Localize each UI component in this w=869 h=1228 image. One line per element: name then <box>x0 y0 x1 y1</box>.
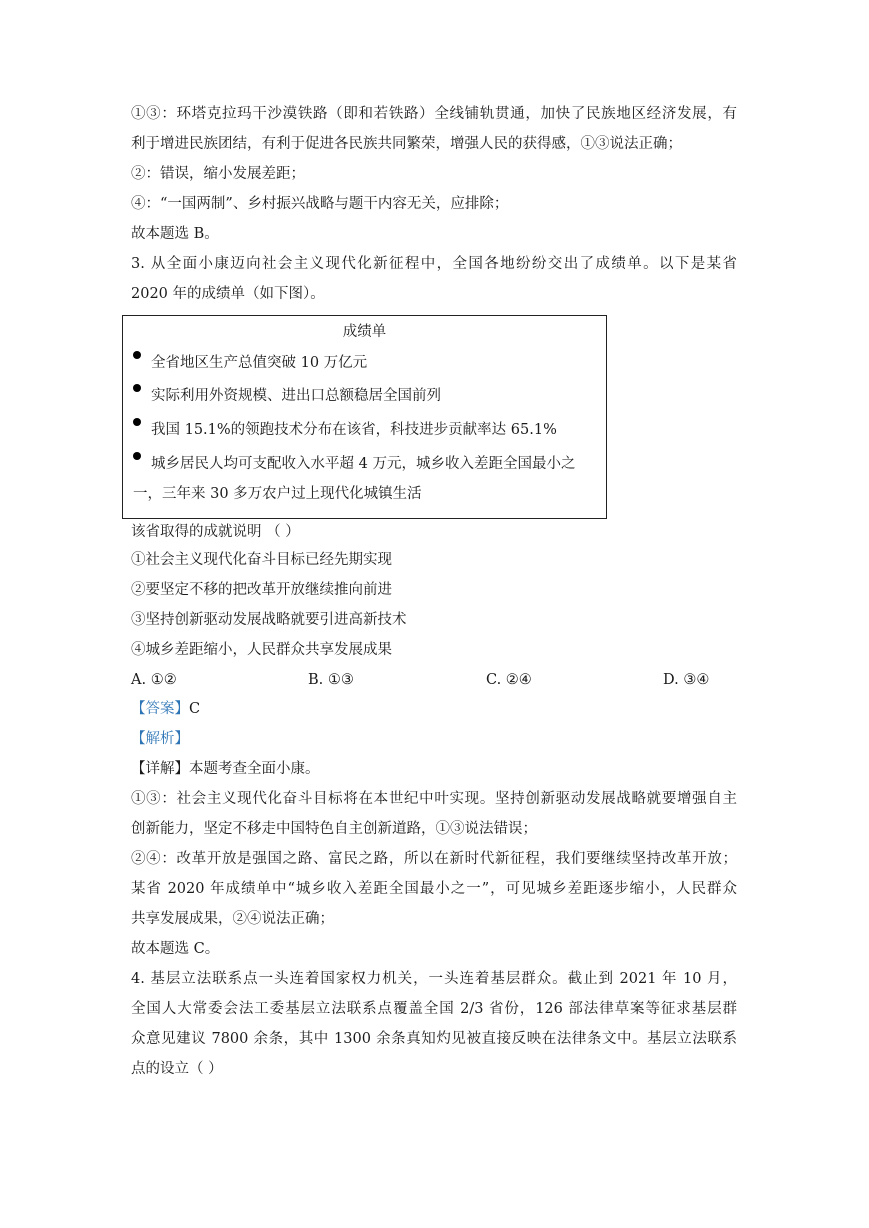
q3-explanation-line-5: 共享发展成果，②④说法正确； <box>131 911 334 927</box>
scorecard-title: 成绩单 <box>342 324 387 340</box>
option-b: B. ①③ <box>308 672 354 688</box>
q4-stem-line-3: 众意见建议 7800 余条，其中 1300 余条真知灼见被直接反映在法律条文中。基层立法联系 <box>131 1031 737 1047</box>
q2-explanation-line-1: ①③：环塔克拉玛干沙漠铁路（即和若铁路）全线铺轨贯通，加快了民族地区经济发展，有 <box>131 106 737 122</box>
option-d: D. ③④ <box>663 672 710 688</box>
q2-conclusion: 故本题选 B。 <box>131 226 219 242</box>
option-c: C. ②④ <box>486 672 532 688</box>
answer-value: C <box>189 701 201 717</box>
q3-item-2: ②要坚定不移的把改革开放继续推向前进 <box>131 582 392 598</box>
q2-explanation-line-4: ④：“一国两制”、乡村振兴战略与题干内容无关，应排除； <box>131 196 509 212</box>
bullet-icon <box>133 452 141 460</box>
q3-stem-line-2: 2020 年的成绩单（如下图）。 <box>131 286 325 302</box>
bullet-icon <box>133 418 141 426</box>
q3-item-4: ④城乡差距缩小，人民群众共享发展成果 <box>131 642 392 658</box>
detail-tag: 【详解】 <box>131 761 189 777</box>
q3-item-3: ③坚持创新驱动发展战略就要引进高新技术 <box>131 612 407 628</box>
scorecard-box: 成绩单 全省地区生产总值突破 10 万亿元 实际利用外资规模、进出口总额稳居全国前列 我国 15.1%的领跑技术分布在该省，科技进步贡献率达 65.1% 城乡居民人均可支配收入水平超 4 万元，城乡收入差距全国最小之 一，三年来 30 多万农户过上现代化城镇生活 <box>122 315 607 519</box>
q3-explanation-line-2: 创新能力，坚定不移走中国特色自主创新道路，①③说法错误； <box>131 821 537 837</box>
option-a: A. ①② <box>131 672 177 688</box>
detail-line <box>131 759 320 779</box>
answer-tag: 【答案】 <box>131 701 189 717</box>
q3-explanation-line-4: 某省 2020 年成绩单中“城乡收入差距全国最小之一”，可见城乡差距逐步缩小，人民群众 <box>131 881 737 897</box>
answer-line <box>131 699 200 719</box>
q4-stem-line-4: 点的设立（ ） <box>131 1061 223 1077</box>
q3-stem-line-1: 3. 从全面小康迈向社会主义现代化新征程中，全国各地纷纷交出了成绩单。以下是某省 <box>131 256 737 272</box>
bullet-icon <box>133 384 141 392</box>
scorecard-item-continuation: 一，三年来 30 多万农户过上现代化城镇生活 <box>133 486 422 502</box>
q2-explanation-line-2: 利于增进民族团结，有利于促进各民族共同繁荣，增强人民的获得感，①③说法正确； <box>131 136 682 152</box>
q3-question: 该省取得的成就说明 （ ） <box>131 524 300 540</box>
q4-stem-line-2: 全国人大常委会法工委基层立法联系点覆盖全国 2/3 省份，126 部法律草案等征求基层群 <box>131 1001 737 1017</box>
q3-item-1: ①社会主义现代化奋斗目标已经先期实现 <box>131 552 392 568</box>
q2-explanation-line-3: ②：错误，缩小发展差距； <box>131 166 305 182</box>
bullet-icon <box>133 351 141 359</box>
analysis-tag: 【解析】 <box>131 731 189 747</box>
q3-explanation-line-1: ①③：社会主义现代化奋斗目标将在本世纪中叶实现。坚持创新驱动发展战略就要增强自主 <box>131 791 737 807</box>
q3-explanation-line-3: ②④：改革开放是强国之路、富民之路，所以在新时代新征程，我们要继续坚持改革开放； <box>131 851 737 867</box>
q3-conclusion: 故本题选 C。 <box>131 941 220 957</box>
q4-stem-line-1: 4. 基层立法联系点一头连着国家权力机关，一头连着基层群众。截止到 2021 年 10 月， <box>131 971 737 987</box>
detail-text: 本题考查全面小康。 <box>189 761 320 777</box>
